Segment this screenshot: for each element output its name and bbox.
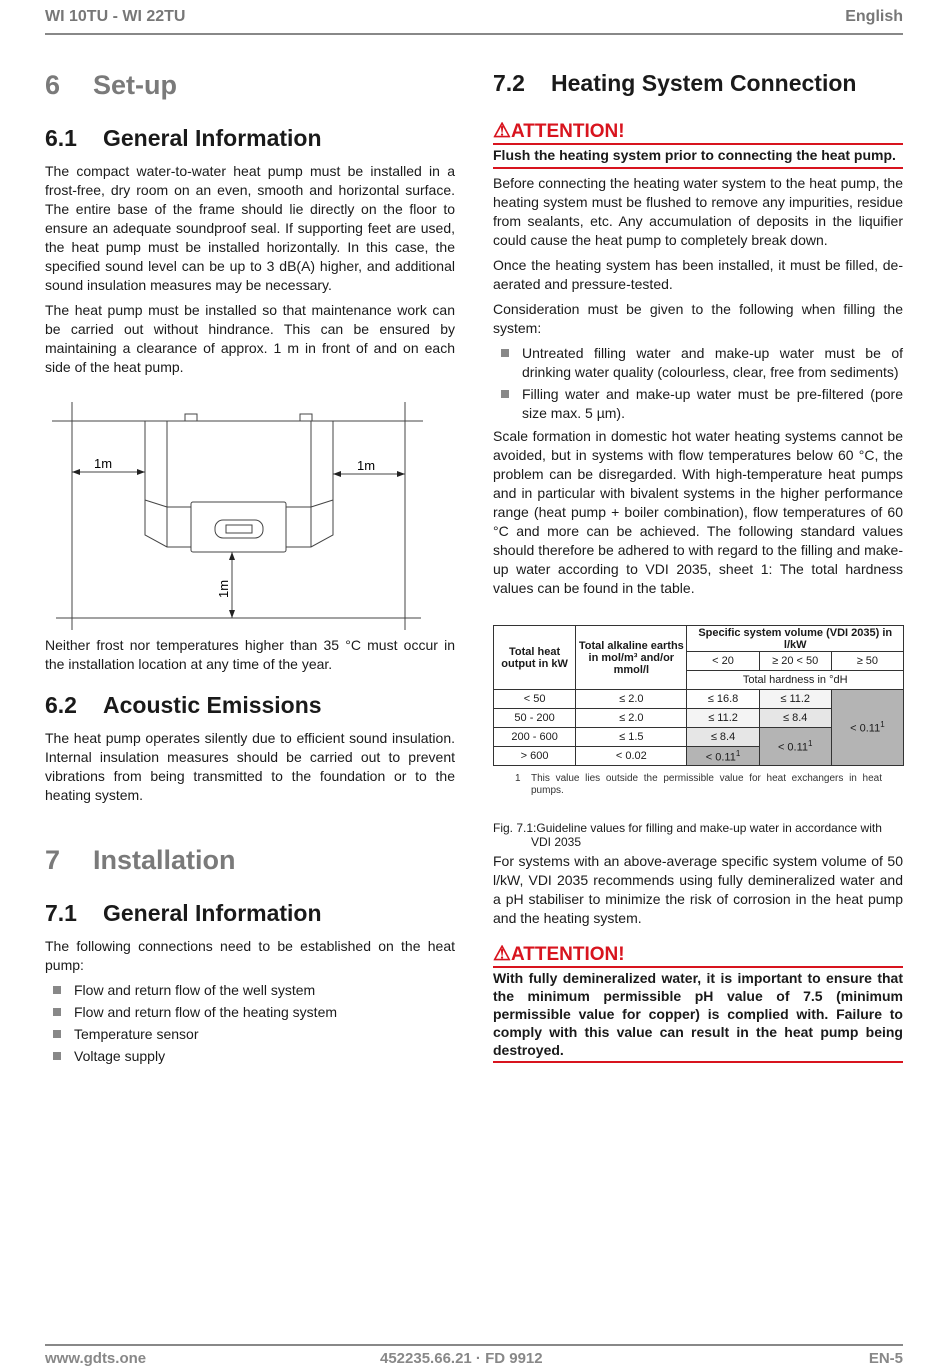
attention-rule bbox=[493, 167, 903, 169]
paragraph: Once the heating system has been installed, it must be filled, de-aerated and pressure-tested. bbox=[493, 257, 903, 292]
clearance-diagram bbox=[40, 400, 460, 630]
paragraph: The compact water-to-water heat pump must be installed in a frost-free, dry room on an even, smooth and horizontal surface. The entire base of the frame should lie directly on the floor to ensure an adequate soundproof seal. If supporting feet are used, the heat pump must be installed horizontally. In this case, the specified sound level can be up to 3 dB(A) higher, and additional sound insulation measures may be necessary. bbox=[45, 163, 455, 293]
header-hardness: Total hardness in °dH bbox=[687, 671, 904, 690]
filling-requirements-list bbox=[493, 344, 903, 423]
header-alkaline: Total alkaline earths in mol/m³ and/or mmol/l bbox=[576, 626, 687, 690]
table-cell: > 600 bbox=[494, 747, 576, 766]
attention-text: Flush the heating system prior to connecting the heat pump. bbox=[493, 147, 896, 163]
table-cell-limit: < $0.11^1$ bbox=[831, 690, 903, 766]
paragraph: The heat pump must be installed so that maintenance work can be carried out without hindrance. This can be ensured by maintaining a clearance of approx. 1 m in front of and on each side of the heat pump. bbox=[45, 302, 455, 375]
list-item: Flow and return flow of the heating system bbox=[45, 1003, 455, 1022]
table-cell: ≤ 16.8 bbox=[687, 690, 759, 709]
table-cell: ≤ 11.2 bbox=[687, 709, 759, 728]
table-cell: ≤ 8.4 bbox=[687, 728, 759, 747]
section-7-1-heading: 7.1 General Information bbox=[45, 900, 322, 926]
footer-divider bbox=[45, 1344, 903, 1346]
demineralized-paragraph bbox=[493, 852, 903, 934]
attention-heading: ⚠ATTENTION! bbox=[493, 120, 625, 142]
list-item: Voltage supply bbox=[45, 1047, 455, 1066]
volume-col: ≥ 20 < 50 bbox=[759, 652, 831, 671]
header-divider bbox=[45, 33, 903, 35]
section-6-1-heading: 6.1 General Information bbox=[45, 125, 322, 151]
right-clearance-label: 1m bbox=[357, 458, 376, 473]
table-cell: ≤ 2.0 bbox=[576, 709, 687, 728]
attention-heading: ⚠ATTENTION! bbox=[493, 943, 625, 965]
section-6-2-heading: 6.2 Acoustic Emissions bbox=[45, 692, 322, 718]
attention-box-ph bbox=[493, 941, 903, 1063]
table-cell: ≤ 1.5 bbox=[576, 728, 687, 747]
header-model: WI 10TU - WI 22TU bbox=[45, 8, 186, 25]
paragraph: The heat pump operates silently due to efficient sound insulation. Internal insulation measures should be carried out to prevent vibrations from being transmitted to the foundation or to the heating system. bbox=[45, 730, 455, 803]
footer-doc-number: 452235.66.21 · FD 9912 bbox=[380, 1350, 543, 1367]
table-cell: ≤ 2.0 bbox=[576, 690, 687, 709]
header-language: English bbox=[845, 8, 903, 25]
table-cell-limit: < $0.11^1$ bbox=[759, 728, 831, 766]
footer-website[interactable]: www.gdts.one bbox=[45, 1350, 147, 1367]
warning-triangle-icon: ⚠ bbox=[493, 120, 511, 142]
table-cell: ≤ 11.2 bbox=[759, 690, 831, 709]
table-cell: 200 - 600 bbox=[494, 728, 576, 747]
volume-col: < 20 bbox=[687, 652, 759, 671]
attention-text: With fully demineralized water, it is important to ensure that the minimum permissible pH value of 7.5 (minimum permissible value for copper) is complied with. Failure to comply with this value can result in the heat pump being destroyed. bbox=[493, 970, 903, 1058]
header-volume: Specific system volume (VDI 2035) in l/kW bbox=[687, 626, 904, 652]
front-clearance-label: 1m bbox=[216, 579, 231, 598]
paragraph: Scale formation in domestic hot water heating systems cannot be avoided, but in systems with flow temperatures below 60 °C, the problem can be disregarded. With high-temperature heat pumps and in particular with bivalent systems in the higher performance range (heat pump + boiler combination), flow temperatures of 60 °C and more can be achieved. The following standard values should therefore be adhered to with regard to the filling and make-up water according to VDI 2035, sheet 1: The total hardness values can be found in the table. bbox=[493, 428, 903, 596]
table-cell: < 0.02 bbox=[576, 747, 687, 766]
table-cell: < 50 bbox=[494, 690, 576, 709]
section-7-2-heading: 7.2 Heating System Connection bbox=[493, 70, 857, 96]
table-cell-limit: < $0.11^1$ bbox=[687, 747, 759, 766]
header-output: Total heat output in kW bbox=[494, 626, 576, 690]
section-6-heading: 6 Set-up bbox=[45, 70, 177, 100]
volume-col: ≥ 50 bbox=[831, 652, 903, 671]
figure-caption: Fig. 7.1:Guideline values for filling and make-up water in accordance with VDI 2035 bbox=[493, 821, 882, 849]
section-7-heading: 7 Installation bbox=[45, 845, 236, 875]
list-item: Flow and return flow of the well system bbox=[45, 981, 455, 1000]
water-hardness-table bbox=[493, 625, 904, 766]
paragraph: The following connections need to be established on the heat pump: bbox=[45, 938, 455, 973]
list-item: Temperature sensor bbox=[45, 1025, 455, 1044]
list-item: Filling water and make-up water must be pre-filtered (pore size max. 5 µm). bbox=[493, 385, 903, 423]
footer-page-number: EN-5 bbox=[868, 1350, 903, 1367]
section-7-1-body bbox=[45, 937, 455, 1070]
table-cell: ≤ 8.4 bbox=[759, 709, 831, 728]
paragraph: For systems with an above-average specific system volume of 50 l/kW, VDI 2035 recommends using fully demineralized water and a pH stabiliser to minimize the risk of corrosion in the heat pump and the heating system. bbox=[493, 853, 903, 926]
connections-list bbox=[45, 981, 455, 1066]
section-6-2-body bbox=[45, 729, 455, 811]
paragraph: Consideration must be given to the following when filling the system: bbox=[493, 301, 903, 336]
frost-note bbox=[45, 636, 455, 680]
paragraph: Neither frost nor temperatures higher than 35 °C must occur in the installation location at any time of the year. bbox=[45, 637, 455, 672]
list-item: Untreated filling water and make-up water must be of drinking water quality (colourless, clear, free from sediments) bbox=[493, 344, 903, 382]
paragraph: Before connecting the heating water system to the heat pump, the heating system must be flushed to remove any impurities, residue from sealants, etc. Any accumulation of deposits in the liquifier could cause the heat pump to completely break down. bbox=[493, 175, 903, 248]
table-cell: 50 - 200 bbox=[494, 709, 576, 728]
section-7-2-body bbox=[493, 174, 903, 604]
warning-triangle-icon: ⚠ bbox=[493, 943, 511, 965]
attention-box-flush bbox=[493, 118, 903, 169]
left-clearance-label: 1m bbox=[94, 456, 113, 471]
attention-rule bbox=[493, 1061, 903, 1063]
table-footnote: 1 This value lies outside the permissible value for heat exchangers in heat pumps. bbox=[515, 773, 882, 796]
section-6-1-body bbox=[45, 162, 455, 383]
